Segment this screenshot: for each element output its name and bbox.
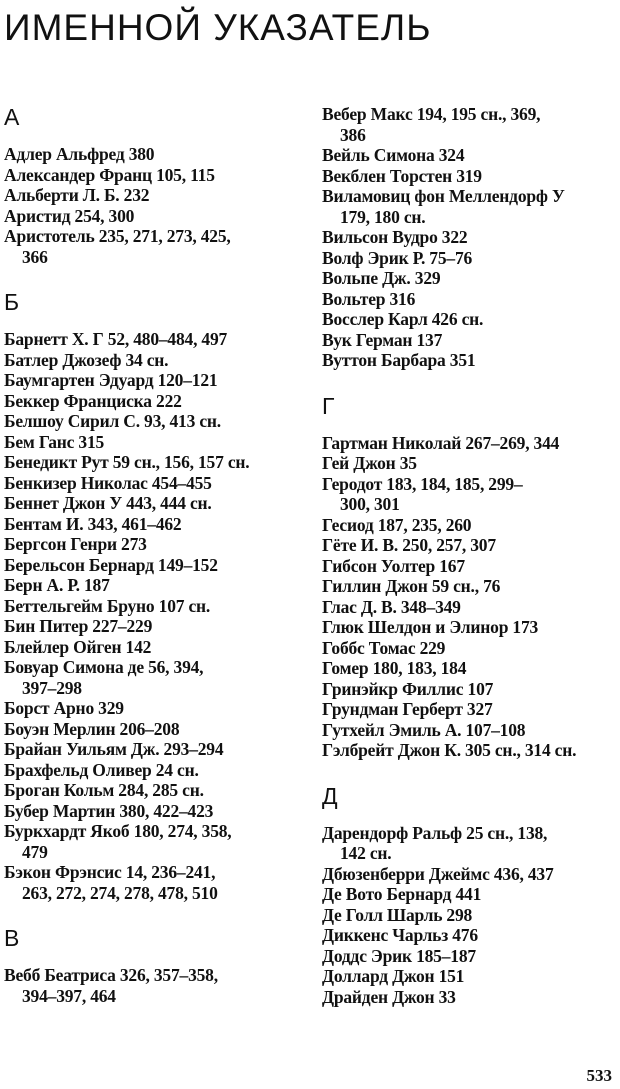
index-entry-line: Брайан Уильям Дж. 293–294 [4,739,224,759]
index-entry-line: Броган Кольм 284, 285 сн. [4,780,204,800]
index-entry-line: Волф Эрик Р. 75–76 [322,247,473,268]
index-entry [322,720,620,741]
index-entry-line: Вук Герман 137 [322,329,443,350]
index-entry [4,473,304,494]
index-entry-line: Бентам И. 343, 461–462 [4,513,182,534]
index-entry-line: Бергсон Генри 273 [4,534,147,554]
index-entry [4,226,304,267]
index-entry [322,227,620,248]
index-entry-line: Адлер Альфред 380 [4,144,155,164]
index-entry-line: Брахфельд Оливер 24 сн. [4,759,199,780]
index-entry-line: Виламовиц фон Меллендорф У [322,186,565,206]
index-entry-line: Гёте И. В. 250, 257, 307 [322,535,496,555]
index-entry [4,801,304,822]
index-entry [4,719,304,740]
index-section [4,102,304,267]
index-entry [4,739,304,760]
index-entry-line: Бовуар Симона де 56, 394, [4,657,204,677]
index-entry-line: Гринэйкр Филлис 107 [322,678,494,699]
index-entry-line: 397–298 [22,677,82,698]
index-entry [4,555,304,576]
index-entry-line: Бенкизер Николас 454–455 [4,472,212,493]
index-entry [322,576,620,597]
index-entry [322,905,620,926]
index-entry-line: Векблен Торстен 319 [322,165,482,186]
index-entry [322,679,620,700]
index-entry [322,474,620,515]
index-entry [322,884,620,905]
index-entry-line: Альберти Л. Б. 232 [4,185,150,205]
index-entry-line: Бин Питер 227–229 [4,616,153,636]
index-entry-line: Гартман Николай 267–269, 344 [322,432,560,453]
index-entry [4,432,304,453]
index-entry [322,638,620,659]
index-entry-line: Гиллин Джон 59 сн., 76 [322,576,501,596]
index-entry-line: Бубер Мартин 380, 422–423 [4,800,214,821]
index-entry-line: Вольпе Дж. 329 [322,268,441,288]
index-entry-line: Вильсон Вудро 322 [322,227,468,247]
index-entry [322,186,620,227]
index-entry-line: Берн А. Р. 187 [4,575,110,595]
index-entry [322,515,620,536]
index-entry [322,289,620,310]
index-entry-line: Берельсон Бернард 149–152 [4,554,218,575]
index-entry [322,823,620,864]
index-entry [322,453,620,474]
index-entry-line: Аристид 254, 300 [4,205,135,226]
index-entry [4,596,304,617]
index-entry [322,740,620,761]
index-section [4,903,304,1006]
index-entry [4,514,304,535]
index-entry [322,433,620,454]
section-letter: Б [4,289,20,315]
index-entry-line: Гоббс Томас 229 [322,637,446,658]
index-entry-line: Батлер Джозеф 34 сн. [4,349,169,370]
page-title: ИМЕННОЙ УКАЗАТЕЛЬ [4,7,432,48]
index-entry-line: Гутхейл Эмиль А. 107–108 [322,719,526,740]
index-entry-line: Вольтер 316 [322,288,416,309]
index-entry-line: Вейль Симона 324 [322,145,465,165]
index-entry-line: Александер Франц 105, 115 [4,164,215,185]
index-entry-line: 263, 272, 274, 278, 478, 510 [22,882,218,903]
index-entry-line: Гибсон Уолтер 167 [322,555,465,576]
index-entry-line: Бем Ганс 315 [4,431,105,452]
index-entry [4,760,304,781]
index-entry [322,556,620,577]
index-entry [322,987,620,1008]
index-entry [322,617,620,638]
index-entry [4,370,304,391]
index-entry-line: Бэкон Фрэнсис 14, 236–241, [4,862,216,882]
index-column-right [322,104,620,1007]
index-entry [322,350,620,371]
index-entry [4,185,304,206]
index-entry [4,329,304,350]
index-entry [4,165,304,186]
index-entry [322,597,620,618]
index-entry-line: Борст Арно 329 [4,698,124,718]
index-entry-line: Бенедикт Рут 59 сн., 156, 157 сн. [4,452,250,472]
index-entry-line: Вебер Макс 194, 195 сн., 369, [322,104,541,124]
index-entry [322,658,620,679]
index-entry [4,206,304,227]
index-entry-line: Беттельгейм Бруно 107 сн. [4,595,211,616]
index-entry [4,144,304,165]
index-section [4,267,304,903]
section-letter: Д [322,782,338,809]
index-entry-line: Беннет Джон У 443, 444 сн. [4,493,212,513]
index-entry [4,616,304,637]
index-entry [4,862,304,903]
index-entry [322,946,620,967]
index-entry-line: 394–397, 464 [22,985,116,1006]
index-entry-line: Барнетт Х. Г 52, 480–484, 497 [4,329,228,349]
index-entry-line: Доддс Эрик 185–187 [322,945,476,966]
index-entry-line: Гей Джон 35 [322,453,417,473]
index-entry-line: Геродот 183, 184, 185, 299– [322,473,523,494]
index-entry-line: Белшоу Сирил С. 93, 413 сн. [4,411,221,431]
index-entry-line: Буркхардт Якоб 180, 274, 358, [4,821,232,841]
index-entry-line: Дарендорф Ральф 25 сн., 138, [322,822,548,843]
index-entry-line: Беккер Франциска 222 [4,390,182,411]
index-entry [4,575,304,596]
page-number: 533 [586,1066,612,1085]
index-entry-line: Глас Д. В. 348–349 [322,596,461,617]
index-entry-line: 142 сн. [340,843,392,863]
index-entry [322,699,620,720]
index-column-left [4,102,304,1006]
index-entry [4,391,304,412]
index-entry-line: Гомер 180, 183, 184 [322,658,467,678]
index-entry [322,166,620,187]
index-entry [322,330,620,351]
index-entry-line: Де Голл Шарль 298 [322,904,473,925]
index-entry-line: 366 [22,246,48,267]
index-section [322,761,620,1008]
index-entry-line: Доллард Джон 151 [322,966,465,986]
index-entry-line: Гесиод 187, 235, 260 [322,514,472,535]
index-entry-line: Аристотель 235, 271, 273, 425, [4,226,231,246]
index-entry-line: Де Вото Бернард 441 [322,884,482,904]
index-entry-line: 479 [22,841,48,862]
index-entry [4,657,304,698]
section-letter: А [4,104,20,130]
index-entry-line: Блейлер Ойген 142 [4,636,152,657]
index-entry-line: Дбюзенберри Джеймс 436, 437 [322,863,554,884]
index-entry-line: Восслер Карл 426 сн. [322,309,484,329]
index-entry [4,965,304,1006]
index-entry-line: 386 [340,124,366,145]
index-entry [322,268,620,289]
index-entry [4,534,304,555]
index-entry [322,145,620,166]
index-entry-line: 300, 301 [340,494,400,514]
index-entry-line: Грундман Герберт 327 [322,699,493,719]
index-entry [322,535,620,556]
index-entry-line: Диккенс Чарльз 476 [322,925,478,945]
index-entry [4,452,304,473]
index-entry-line: Вебб Беатриса 326, 357–358, [4,965,218,985]
index-entry-line: 179, 180 сн. [340,206,426,227]
index-entry-line: Глюк Шелдон и Элинор 173 [322,617,539,637]
index-entry-line: Вуттон Барбара 351 [322,350,476,370]
index-entry [4,493,304,514]
index-entry [322,309,620,330]
index-section [322,104,620,371]
index-entry-line: Боуэн Мерлин 206–208 [4,718,180,739]
index-section [322,371,620,761]
section-letter: Г [322,392,335,419]
index-entry [322,248,620,269]
section-letter: В [4,925,20,951]
index-entry [4,411,304,432]
index-entry-line: Гэлбрейт Джон К. 305 сн., 314 сн. [322,740,577,760]
index-entry [4,698,304,719]
index-entry [4,637,304,658]
index-entry [4,350,304,371]
index-entry-line: Баумгартен Эдуард 120–121 [4,370,218,390]
index-entry [322,864,620,885]
index-entry [4,821,304,862]
index-entry [322,104,620,145]
index-entry [322,925,620,946]
index-entry-line: Драйден Джон 33 [322,986,456,1007]
index-entry [4,780,304,801]
index-entry [322,966,620,987]
